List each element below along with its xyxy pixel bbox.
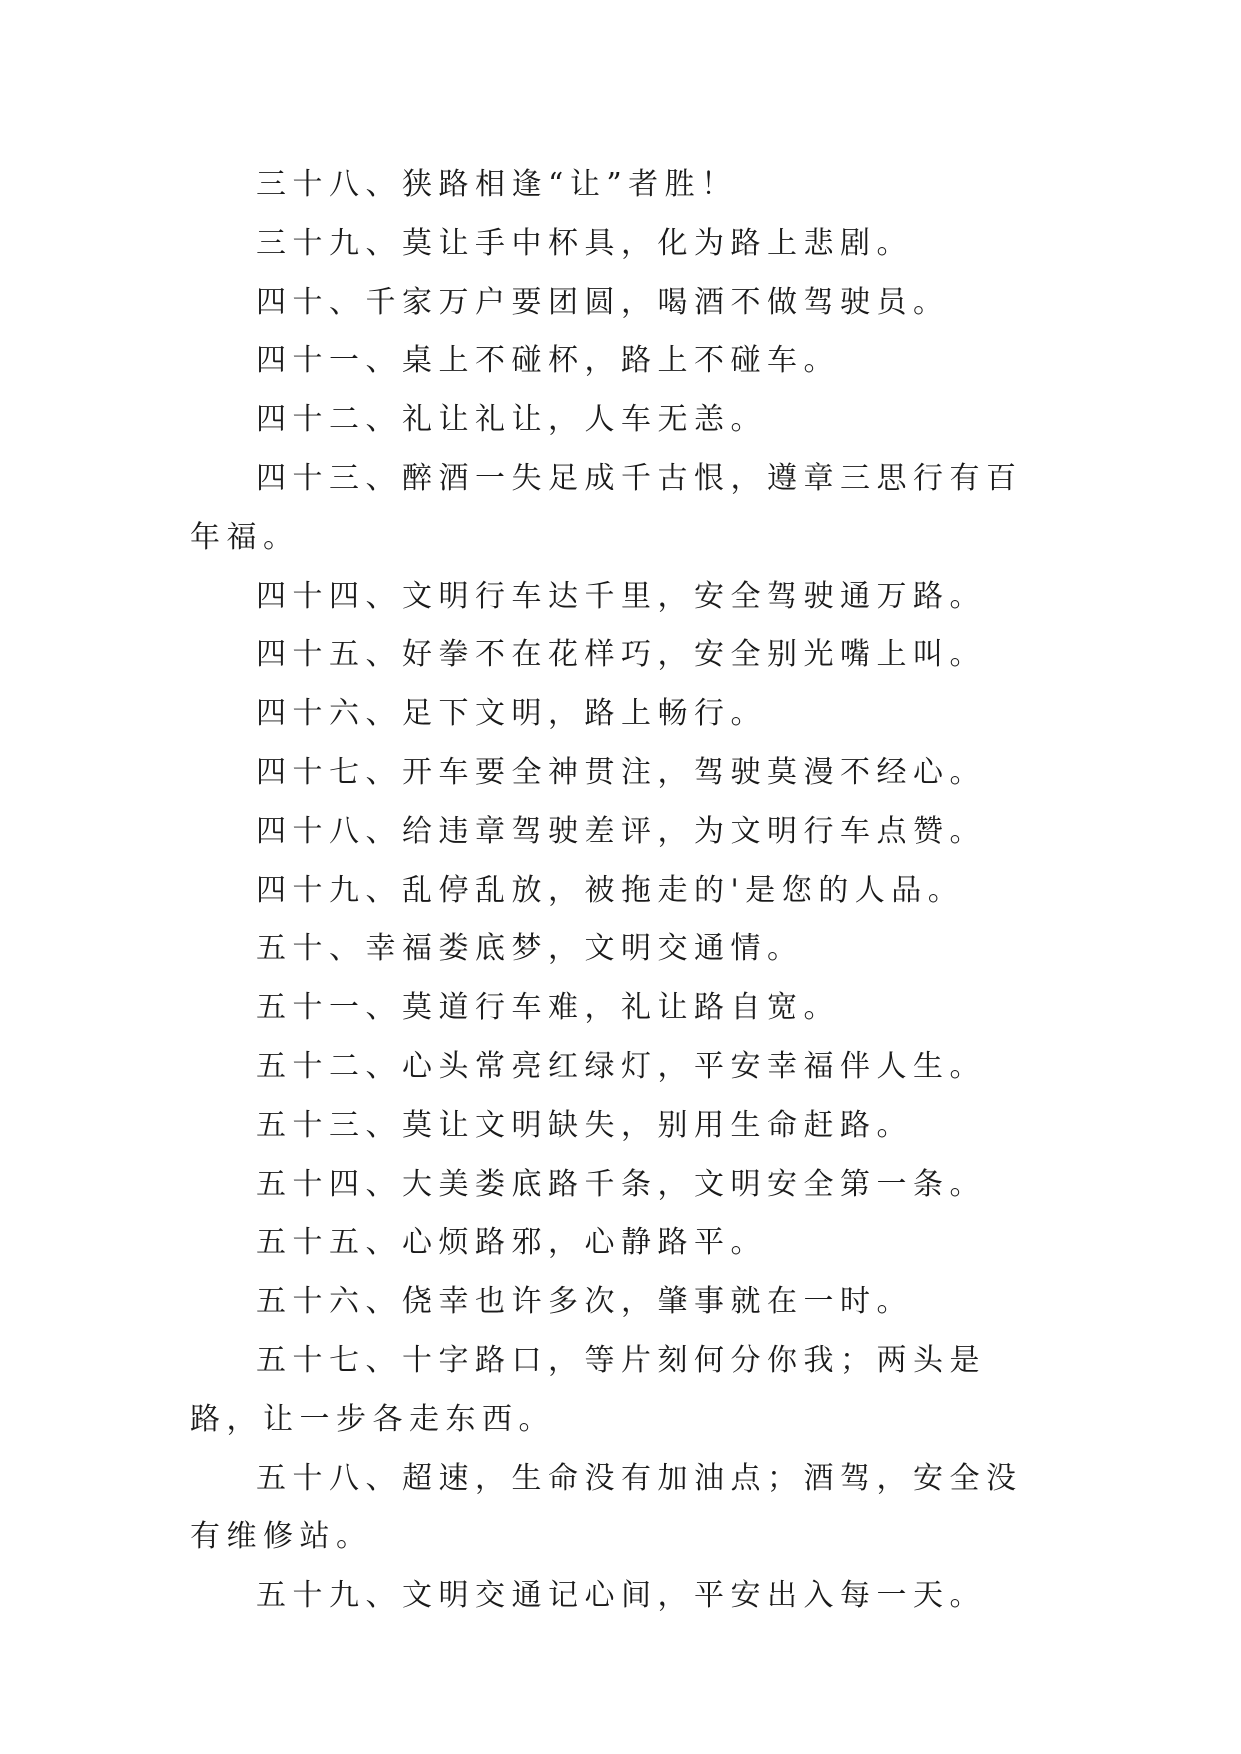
slogan-54: 五十四、大美娄底路千条，文明安全第一条。 xyxy=(256,1166,986,1202)
slogan-46: 四十六、足下文明，路上畅行。 xyxy=(256,696,767,732)
slogan-51: 五十一、莫道行车难，礼让路自宽。 xyxy=(256,990,840,1026)
slogan-55: 五十五、心烦路邪，心静路平。 xyxy=(256,1225,767,1261)
slogan-list xyxy=(190,156,1050,1626)
slogan-52: 五十二、心头常亮红绿灯，平安幸福伴人生。 xyxy=(256,1048,986,1084)
slogan-59: 五十九、文明交通记心间，平安出入每一天。 xyxy=(256,1578,986,1614)
slogan-53: 五十三、莫让文明缺失，别用生命赶路。 xyxy=(256,1107,913,1143)
slogan-49: 四十九、乱停乱放，被拖走的'是您的人品。 xyxy=(256,872,965,908)
slogan-45: 四十五、好拳不在花样巧，安全别光嘴上叫。 xyxy=(256,637,986,673)
slogan-40: 四十、千家万户要团圆，喝酒不做驾驶员。 xyxy=(256,284,950,320)
slogan-42: 四十二、礼让礼让，人车无恙。 xyxy=(256,402,767,438)
slogan-50: 五十、幸福娄底梦，文明交通情。 xyxy=(256,931,804,967)
slogan-56: 五十六、侥幸也许多次，肇事就在一时。 xyxy=(256,1284,913,1320)
slogan-43: 四十三、醉酒一失足成千古恨，遵章三思行有百年福。 xyxy=(190,460,1023,555)
slogan-44: 四十四、文明行车达千里，安全驾驶通万路。 xyxy=(256,578,986,614)
slogan-39: 三十九、莫让手中杯具，化为路上悲剧。 xyxy=(256,225,913,261)
slogan-47: 四十七、开车要全神贯注，驾驶莫漫不经心。 xyxy=(256,754,986,790)
slogan-48: 四十八、给违章驾驶差评，为文明行车点赞。 xyxy=(256,813,986,849)
slogan-38: 三十八、狭路相逢“让”者胜！ xyxy=(256,167,738,202)
slogan-57: 五十七、十字路口，等片刻何分你我；两头是路，让一步各走东西。 xyxy=(190,1342,986,1437)
slogan-41: 四十一、桌上不碰杯，路上不碰车。 xyxy=(256,343,840,379)
slogan-58: 五十八、超速，生命没有加油点；酒驾，安全没有维修站。 xyxy=(190,1460,1023,1555)
